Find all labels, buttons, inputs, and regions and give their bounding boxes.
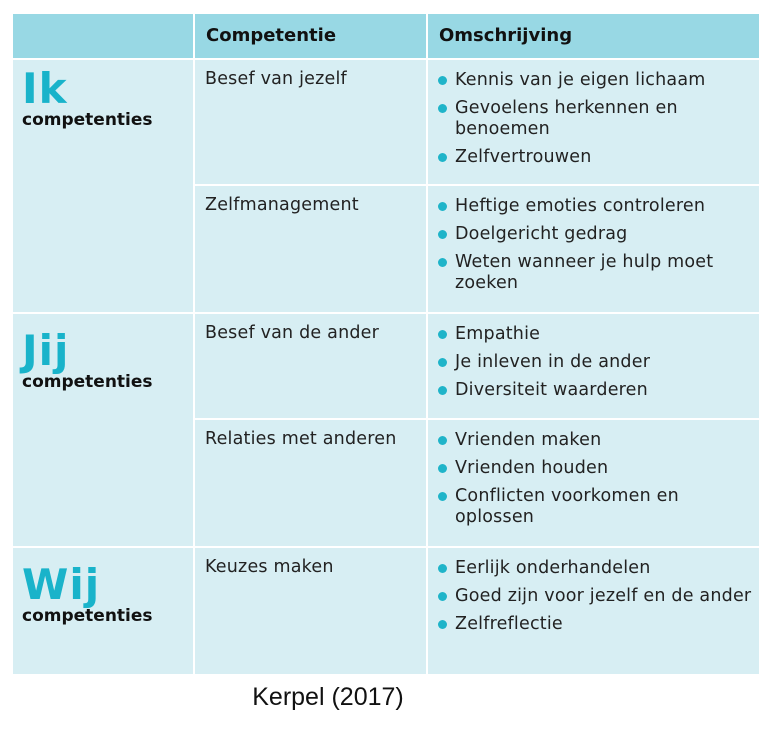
group-title: Wij: [22, 560, 101, 609]
bullet-dot-icon: [438, 358, 447, 367]
list-item: Vrienden maken: [436, 430, 753, 451]
omschrijving-cell: [428, 186, 759, 312]
competentie-cell: Besef van jezelf: [195, 60, 428, 184]
group-ik: [13, 60, 759, 314]
competencies-table: [13, 14, 759, 674]
list-item: Zelfreflectie: [436, 614, 753, 635]
bullet-dot-icon: [438, 153, 447, 162]
bullet-dot-icon: [438, 76, 447, 85]
list-item: Diversiteit waarderen: [436, 380, 753, 401]
competentie-cell: Besef van de ander: [195, 314, 428, 418]
group-jij: [13, 314, 759, 548]
list-item: Weten wanneer je hulp moet zoeken: [436, 252, 753, 294]
list-item: Vrienden houden: [436, 458, 753, 479]
bullet-dot-icon: [438, 564, 447, 573]
omschrijving-cell: [428, 548, 759, 674]
group-label-cell: [13, 548, 195, 674]
omschrijving-cell: [428, 60, 759, 184]
group-title: Jij: [22, 326, 70, 375]
bullet-dot-icon: [438, 620, 447, 629]
omschrijving-cell: [428, 314, 759, 418]
bullet-dot-icon: [438, 202, 447, 211]
group-subtitle: competenties: [22, 606, 153, 626]
list-item: Heftige emoties controleren: [436, 196, 753, 217]
list-item: Je inleven in de ander: [436, 352, 753, 373]
competentie-cell: Keuzes maken: [195, 548, 428, 674]
bullet-dot-icon: [438, 104, 447, 113]
header-competentie: [195, 14, 428, 58]
bullet-dot-icon: [438, 436, 447, 445]
list-item: Goed zijn voor jezelf en de ander: [436, 586, 753, 607]
table-row: [195, 314, 759, 420]
table-row: [195, 186, 759, 312]
list-item: Empathie: [436, 324, 753, 345]
header-omschrijving-label: Omschrijving: [439, 25, 573, 46]
source-caption: Kerpel (2017): [252, 683, 404, 711]
group-label-cell: [13, 60, 195, 312]
bullet-dot-icon: [438, 258, 447, 267]
table-row: [195, 60, 759, 186]
group-subtitle: competenties: [22, 372, 153, 392]
group-label-cell: [13, 314, 195, 546]
omschrijving-cell: [428, 420, 759, 546]
table-header: [13, 14, 759, 60]
group-subtitle: competenties: [22, 110, 153, 130]
bullet-dot-icon: [438, 230, 447, 239]
list-item: Eerlijk onderhandelen: [436, 558, 753, 579]
bullet-dot-icon: [438, 330, 447, 339]
group-wij: [13, 548, 759, 674]
competentie-cell: Relaties met anderen: [195, 420, 428, 546]
header-empty-cell: [13, 14, 195, 58]
bullet-dot-icon: [438, 492, 447, 501]
table-row: [195, 548, 759, 674]
bullet-dot-icon: [438, 386, 447, 395]
header-omschrijving: [428, 14, 759, 58]
table-row: [195, 420, 759, 546]
list-item: Doelgericht gedrag: [436, 224, 753, 245]
bullet-dot-icon: [438, 464, 447, 473]
bullet-dot-icon: [438, 592, 447, 601]
list-item: Zelfvertrouwen: [436, 147, 753, 168]
list-item: Conflicten voorkomen en oplossen: [436, 486, 753, 528]
header-competentie-label: Competentie: [206, 25, 337, 46]
group-title: Ik: [22, 64, 68, 113]
list-item: Kennis van je eigen lichaam: [436, 70, 753, 91]
list-item: Gevoelens herkennen en benoemen: [436, 98, 753, 140]
competentie-cell: Zelfmanagement: [195, 186, 428, 312]
